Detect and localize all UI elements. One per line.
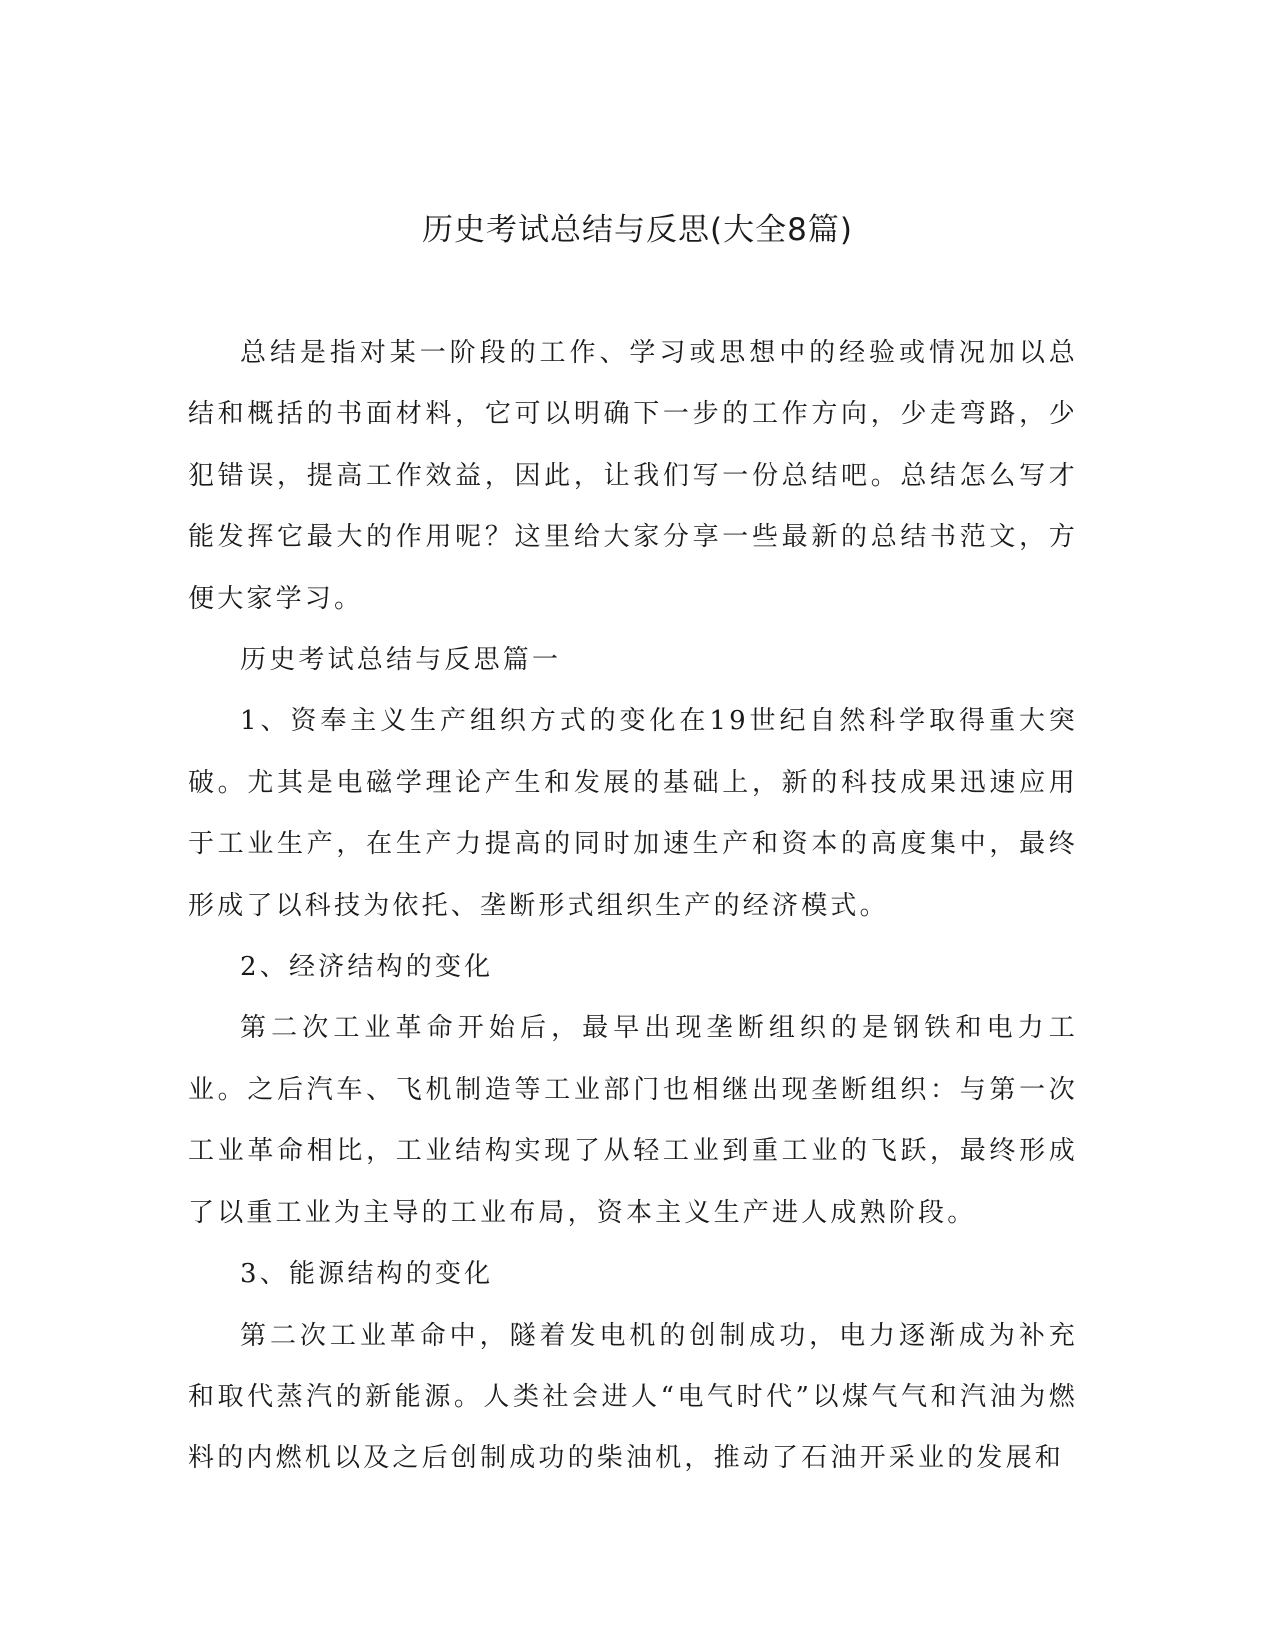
subsection-heading: 2、经济结构的变化 [240, 952, 494, 983]
paragraph-intro: 总结是指对某一阶段的工作、学习或思想中的经验或情况加以总结和概括的书面材料，它可以明确下一步的工作方向，少走弯路，少犯错误，提高工作效益，因此，让我们写一份总结吧。总结怎么写才能发挥它最大的作用呢？这里给大家分享一些最新的总结书范文，方便大家学习。 [188, 338, 1078, 614]
subsection-heading: 3、能源结构的变化 [240, 1259, 494, 1290]
paragraph: 1、资奉主义生产组织方式的变化在19世纪自然科学取得重大突破。尤其是电磁学理论产生和发展的基础上，新的科技成果迅速应用于工业生产，在生产力提高的同时加速生产和资本的高度集中，最终形成了以科技为依托、垄断形式组织生产的经济模式。 [188, 706, 1078, 921]
paragraph: 第二次工业革命开始后，最早出现垄断组织的是钢铁和电力工业。之后汽车、飞机制造等工业部门也相继出现垄断组织：与第一次工业革命相比，工业结构实现了从轻工业到重工业的飞跃，最终形成了以重工业为主导的工业布局，资本主义生产进人成熟阶段。 [188, 1013, 1078, 1228]
paragraph: 第二次工业革命中，隧着发电机的创制成功，电力逐渐成为补充和取代蒸汽的新能源。人类社会进人“电气时代”以煤气气和汽油为燃料的内燃机以及之后创制成功的柴油机，推动了石油开采业的发展和 [188, 1320, 1078, 1474]
document-body [188, 323, 1078, 1490]
document-title: 历史考试总结与反思(大全8篇) [422, 212, 853, 248]
section-heading: 历史考试总结与反思篇一 [240, 645, 562, 676]
